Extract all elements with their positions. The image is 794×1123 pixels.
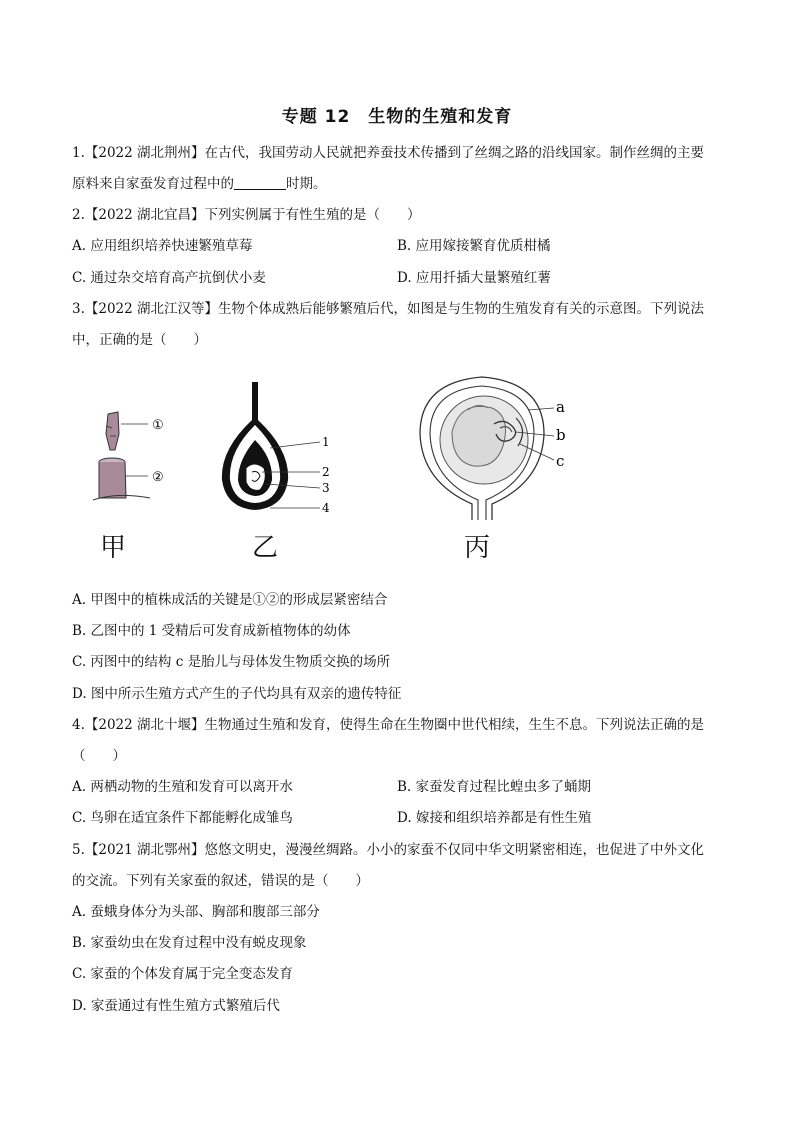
label-c: c bbox=[556, 452, 565, 470]
q2-option-a: A. 应用组织培养快速繁殖草莓 bbox=[72, 238, 253, 254]
figure-bing-uterus bbox=[412, 372, 592, 522]
q5-option-b: B. 家蚕幼虫在发育过程中没有蜕皮现象 bbox=[72, 935, 307, 951]
figure-jia-grafting bbox=[88, 406, 198, 506]
q4-line1: 4.【2022 湖北十堰】生物通过生殖和发育，使得生命在生物圈中世代相续，生生不息。下列说法正确的是 bbox=[72, 717, 705, 733]
q1-line1: 1.【2022 湖北荆州】在古代，我国劳动人民就把养蚕技术传播到了丝绸之路的沿线国家。制作丝绸的主要 bbox=[72, 145, 705, 161]
q4-line2: （ ） bbox=[72, 748, 126, 764]
q3-figures bbox=[0, 370, 794, 570]
q4-option-c: C. 鸟卵在适宜条件下都能孵化成雏鸟 bbox=[72, 810, 293, 826]
q3-option-a: A. 甲图中的植株成活的关键是①②的形成层紧密结合 bbox=[72, 592, 388, 608]
label-b: b bbox=[556, 426, 566, 444]
label-3: 3 bbox=[322, 481, 330, 495]
q2-stem: 2.【2022 湖北宜昌】下列实例属于有性生殖的是（ ） bbox=[72, 207, 421, 223]
q2-option-d: D. 应用扦插大量繁殖红薯 bbox=[397, 270, 551, 286]
figure-label-jia: 甲 bbox=[100, 533, 127, 563]
figure-yi-ovary bbox=[210, 380, 340, 520]
q3-option-b: B. 乙图中的 1 受精后可发育成新植物体的幼体 bbox=[72, 623, 351, 639]
label-circled-1: ① bbox=[152, 418, 164, 433]
q4-option-a: A. 两栖动物的生殖和发育可以离开水 bbox=[72, 779, 293, 795]
q5-option-a: A. 蚕蛾身体分为头部、胸部和腹部三部分 bbox=[72, 904, 320, 920]
label-4: 4 bbox=[322, 501, 330, 515]
q3-option-c: C. 丙图中的结构 c 是胎儿与母体发生物质交换的场所 bbox=[72, 654, 391, 670]
label-1: 1 bbox=[322, 435, 330, 449]
q3-option-d: D. 图中所示生殖方式产生的子代均具有双亲的遗传特征 bbox=[72, 686, 402, 702]
q1-line2-post: 时期。 bbox=[286, 176, 327, 192]
page-title: 专题 12 生物的生殖和发育 bbox=[281, 107, 513, 127]
label-a: a bbox=[556, 398, 565, 416]
label-2: 2 bbox=[322, 465, 330, 479]
q5-line2: 的交流。下列有关家蚕的叙述，错误的是（ ） bbox=[72, 873, 369, 889]
answer-blank bbox=[234, 175, 286, 190]
q2-option-b: B. 应用嫁接繁育优质柑橘 bbox=[397, 238, 551, 254]
q5-option-c: C. 家蚕的个体发育属于完全变态发育 bbox=[72, 966, 293, 982]
q2-option-c: C. 通过杂交培育高产抗倒伏小麦 bbox=[72, 270, 266, 286]
figure-label-yi: 乙 bbox=[252, 533, 279, 563]
label-circled-2: ② bbox=[152, 470, 164, 485]
q5-line1: 5.【2021 湖北鄂州】悠悠文明史，漫漫丝绸路。小小的家蚕不仅同中华文明紧密相连，也促进了中外文化 bbox=[72, 842, 705, 858]
q4-option-d: D. 嫁接和组织培养都是有性生殖 bbox=[397, 810, 592, 826]
q1-line2-pre: 原料来自家蚕发育过程中的 bbox=[72, 176, 234, 192]
figure-label-bing: 丙 bbox=[464, 533, 491, 563]
q5-option-d: D. 家蚕通过有性生殖方式繁殖后代 bbox=[72, 998, 280, 1014]
q3-line2: 中，正确的是（ ） bbox=[72, 332, 207, 348]
q1-line2 bbox=[72, 174, 327, 194]
q3-line1: 3.【2022 湖北江汉等】生物个体成熟后能够繁殖后代，如图是与生物的生殖发育有关的示意图。下列说法 bbox=[72, 301, 705, 317]
q4-option-b: B. 家蚕发育过程比蝗虫多了蛹期 bbox=[397, 779, 592, 795]
